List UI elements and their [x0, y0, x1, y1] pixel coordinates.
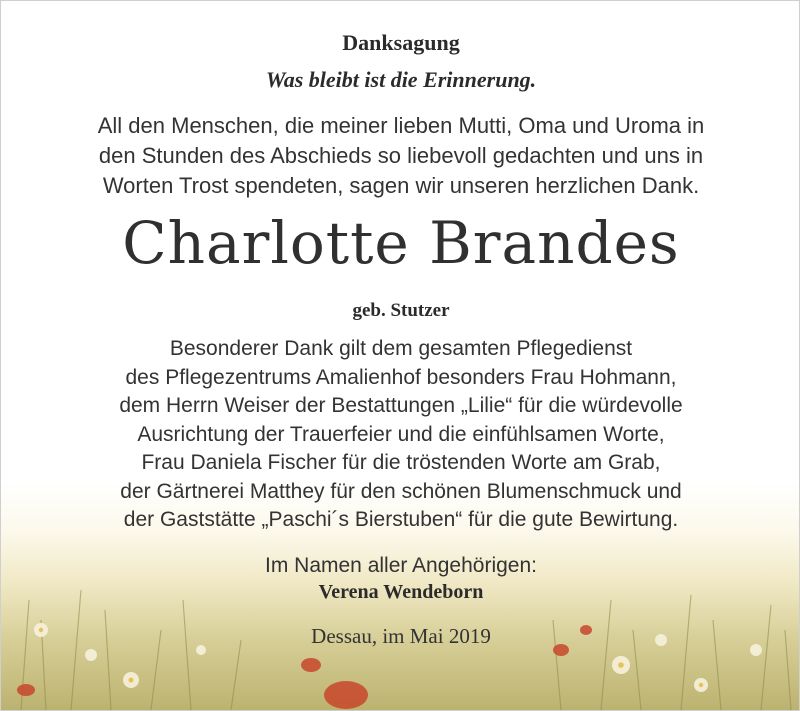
thanks-paragraph [1, 335, 800, 535]
thanks-line: dem Herrn Weiser der Bestattungen „Lilie“ für die würdevolle [119, 394, 683, 417]
thanks-line: Frau Daniela Fischer für die tröstenden Worte am Grab, [141, 451, 661, 474]
deceased-name: Charlotte Brandes [122, 209, 680, 277]
intro-line: All den Menschen, die meiner lieben Mutti, Oma und Uroma in [97, 113, 705, 138]
thanks-line: des Pflegezentrums Amalienhof besonders Frau Hohmann, [125, 365, 677, 389]
intro-paragraph [1, 111, 800, 201]
thanks-line: der Gaststätte „Paschi´s Bierstuben“ für die gute Bewirtung. [123, 508, 679, 531]
thanks-line: der Gärtnerei Matthey für den schönen Blumenschmuck und [120, 479, 682, 503]
notice-motto: Was bleibt ist die Erinnerung. [265, 67, 537, 92]
intro-line: den Stunden des Abschieds so liebevoll gedachten und uns in [98, 143, 704, 168]
intro-line: Worten Trost spendeten, sagen wir unseren herzlichen Dank. [102, 173, 700, 198]
place-date: Dessau, im Mai 2019 [311, 624, 491, 648]
thanks-line: Ausrichtung der Trauerfeier und die einfühlsamen Worte, [137, 422, 665, 446]
notice-heading: Danksagung [342, 30, 460, 55]
thanks-line: Besonderer Dank gilt dem gesamten Pflegedienst [169, 337, 633, 360]
signer-name: Verena Wendeborn [318, 581, 484, 603]
birth-name: geb. Stutzer [352, 300, 450, 321]
on-behalf-text: Im Namen aller Angehörigen: [265, 554, 537, 577]
